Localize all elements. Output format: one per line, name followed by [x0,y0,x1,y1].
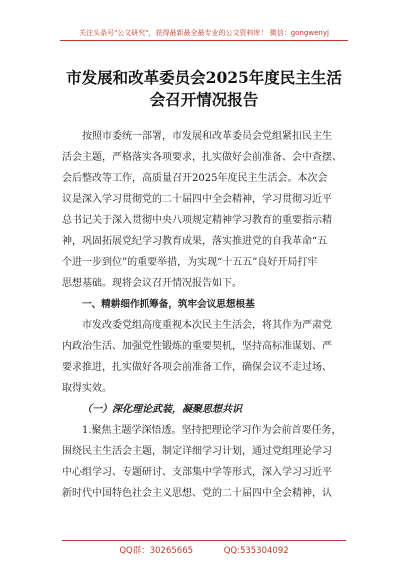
header-divider [60,40,348,41]
doc-title-line1: 市发展和改革委员会2025年度民主生活 [66,68,342,87]
paragraph-line: 市发改委党组高度重视本次民主生活会，将其作为严肃党 [82,320,332,331]
paragraph-line: 会后整改等工作，高质量召开2025年度民主生活会。本次会 [62,173,328,184]
footer-divider [62,540,346,541]
paragraph-line: 围绕民主生活会主题，制定详细学习计划，通过党组理论学习 [62,446,332,457]
paragraph-line: 活会主题，严格落实各项要求，扎实做好会前准备、会中查摆、 [62,152,342,163]
header-note: 关注头条号"公文研究"，获得最新最全最专业的公文资料库！ 微信：gongwenyj [79,29,329,37]
footer-qq-group: QQ群：30265665 [119,546,194,556]
paragraph-line: 取得实效。 [62,383,112,394]
document-body [62,126,350,504]
paragraph-line: 内政治生活、加强党性锻炼的重要契机，坚持高标准谋划、严 [62,341,332,352]
footer [0,544,408,556]
paragraph-line: 总书记关于深入贯彻中央八项规定精神学习教育的重要指示精 [62,215,332,226]
paragraph-line: 要求推进，扎实做好各项会前准备工作，确保会议不走过场、 [62,362,332,373]
paragraph-line: 议是深入学习贯彻党的二十届四中全会精神，学习贯彻习近平 [62,194,332,205]
section-heading: 一、精耕细作抓筹备，筑牢会议思想根基 [82,299,255,310]
paragraph-line: 新时代中国特色社会主义思想、党的二十届四中全会精神，认 [62,488,332,499]
footer-qq: QQ:535304092 [223,546,289,556]
subsection-heading-text: （一）深化理论武装，凝聚思想共识 [82,404,242,415]
subsection-heading [62,399,350,420]
paragraph-line: 神，巩固拓展党纪学习教育成果，落实推进党的自我革命“五 [62,236,328,247]
paragraph-line: 思想基础。现将会议召开情况报告如下。 [62,278,242,289]
paragraph-line: 个进一步到位”的重要举措，为实现“十五五”良好开局打牢 [62,257,318,268]
paragraph-line: 中心组学习、专题研讨、支部集中学等形式，深入学习习近平 [62,467,332,478]
paragraph-line: 按照市委统一部署，市发展和改革委员会党组紧扣民主生 [82,131,332,142]
paragraph-line: 1.聚焦主题学深悟透。坚持把理论学习作为会前首要任务， [82,425,342,436]
doc-title-line2: 会召开情况报告 [149,90,259,109]
